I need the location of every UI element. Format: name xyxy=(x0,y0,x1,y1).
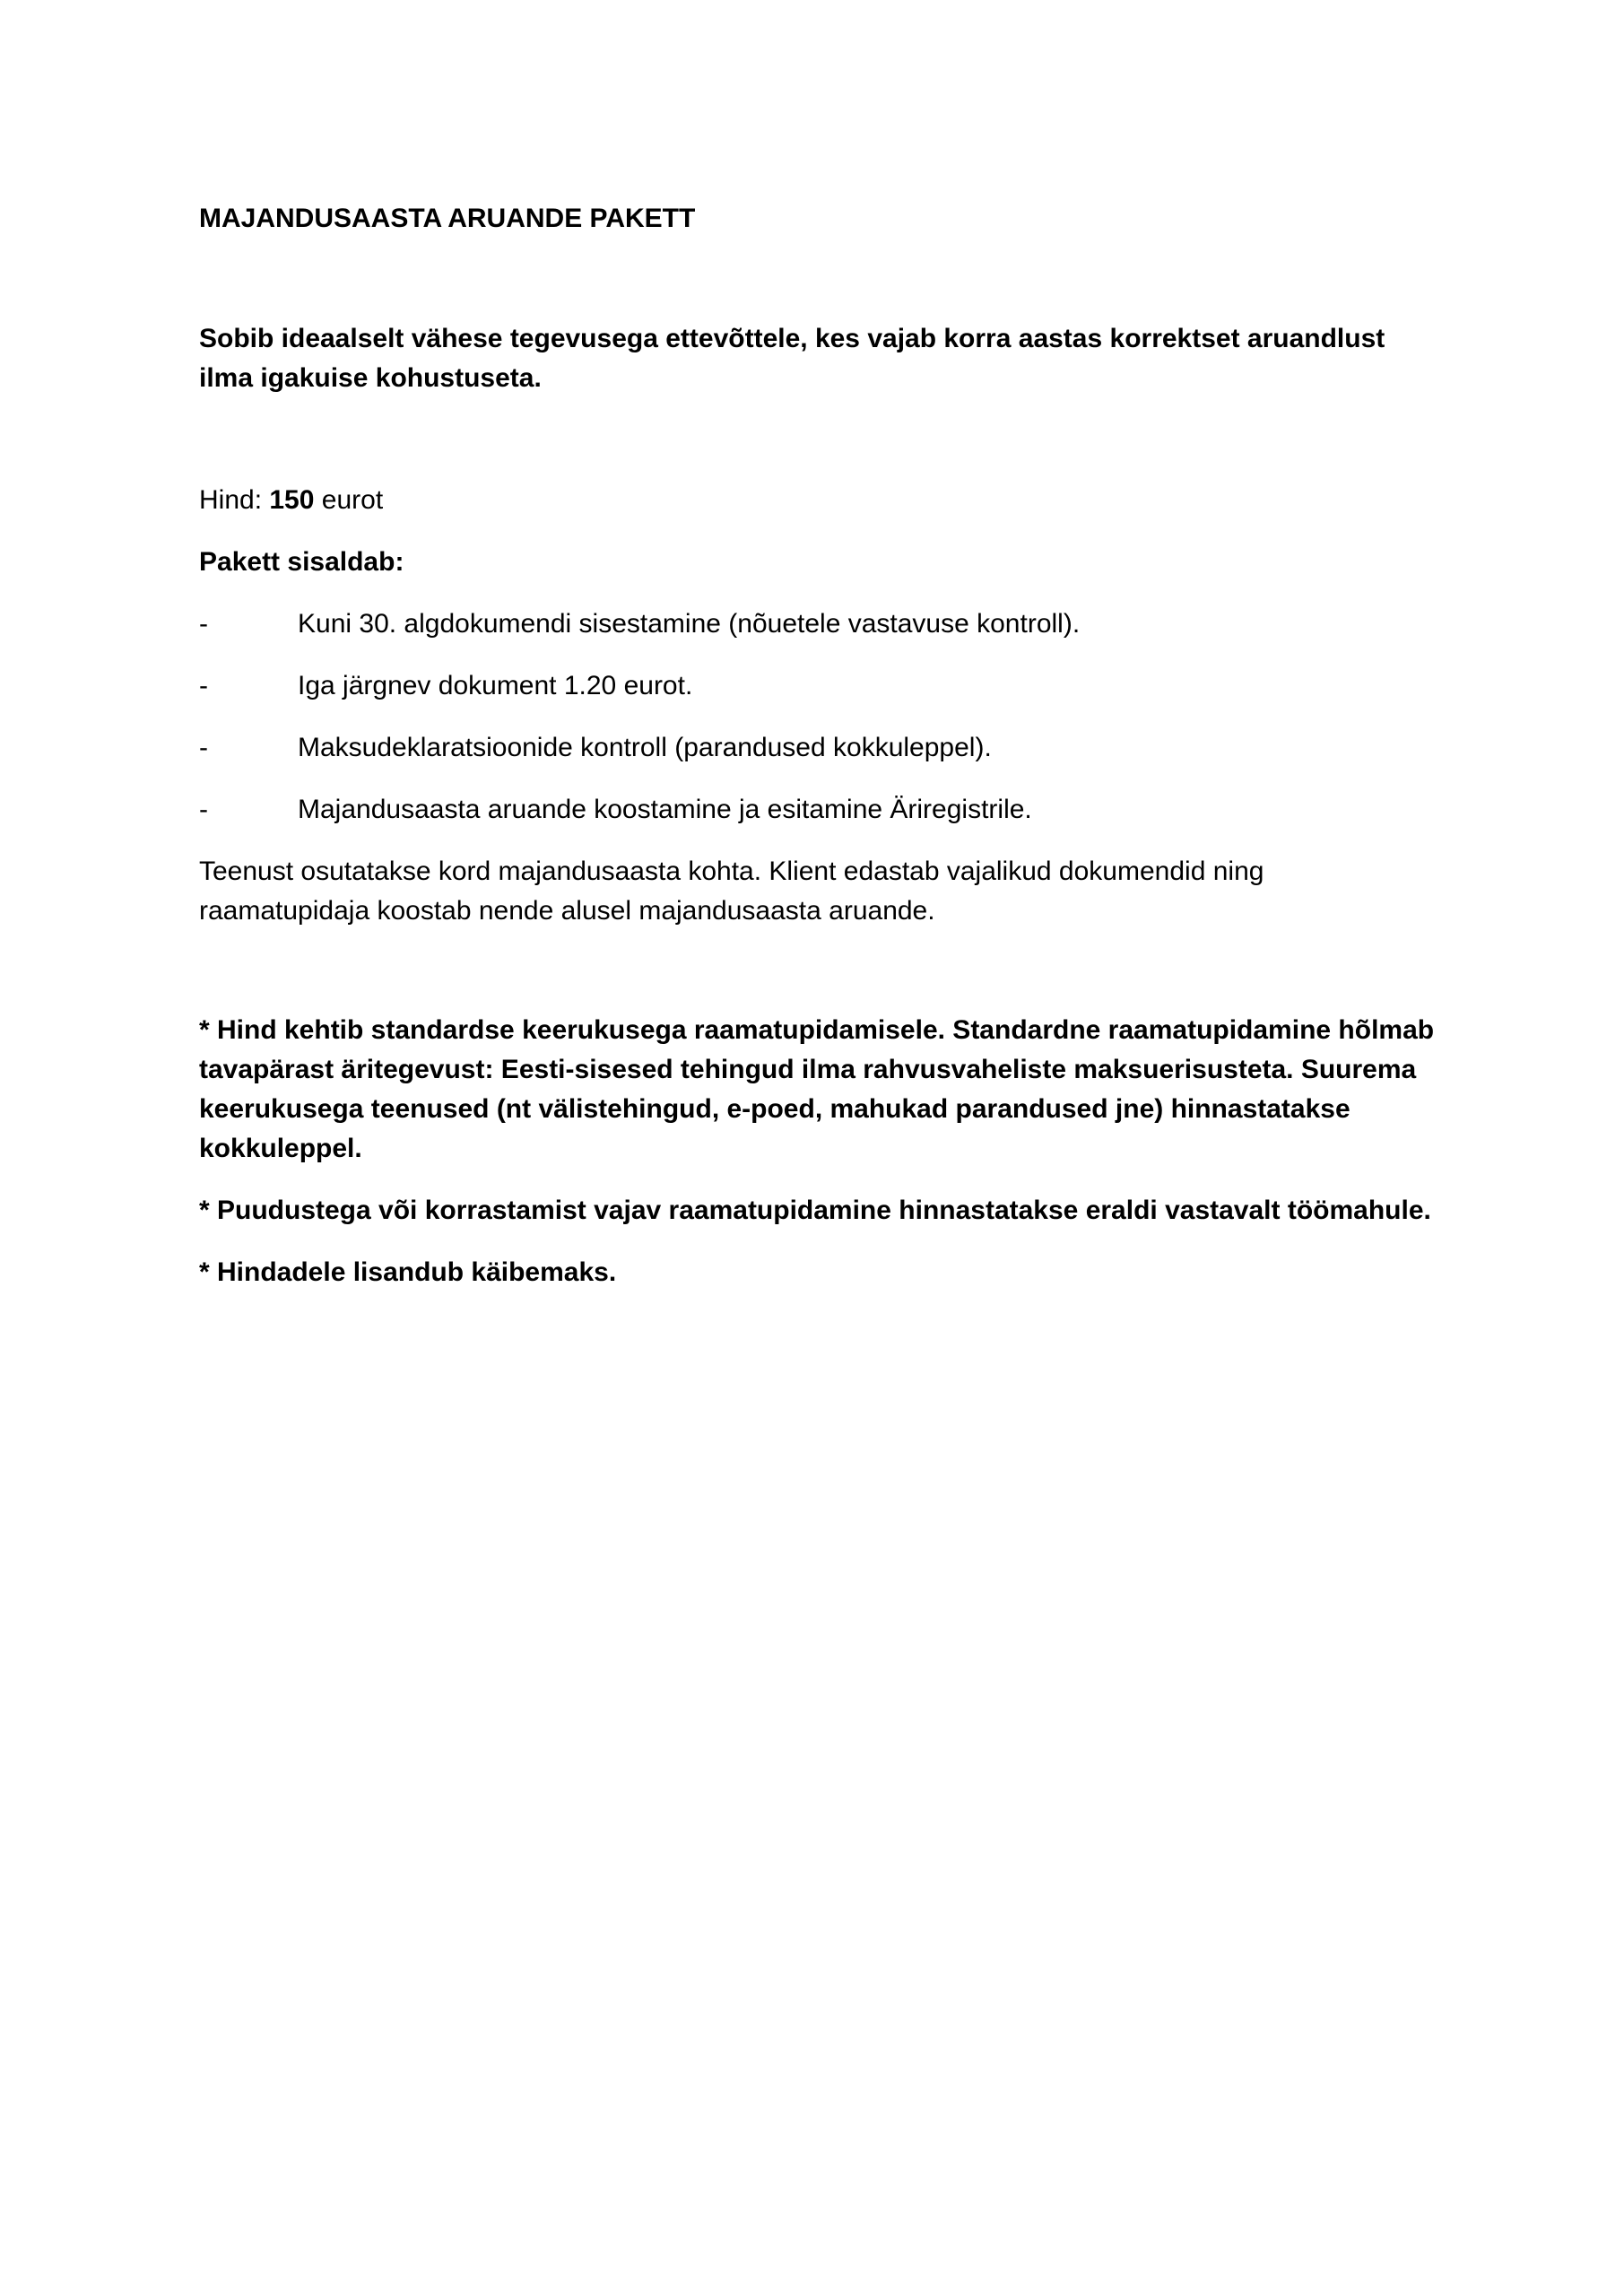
list-dash: - xyxy=(199,671,208,700)
package-items-list xyxy=(199,604,1437,852)
list-item xyxy=(199,666,1437,706)
footnote-vat: * Hindadele lisandub käibemaks. xyxy=(199,1257,617,1287)
list-dash: - xyxy=(199,795,208,824)
list-item-text: Maksudeklaratsioonide kontroll (parandused kokkuleppel). xyxy=(298,733,992,762)
footnote-complexity: * Hind kehtib standardse keerukusega raamatupidamisele. Standardne raamatupidamine hõlmab tavapärast äritegevust: Eesti-sisesed tehingud ilma rahvusvaheliste maksuerisusteta. Suurema keerukusega teenused (nt välistehingud, e-poed, mahukad parandused jne) hinnastatakse kokkuleppel. xyxy=(199,1015,1435,1163)
list-item xyxy=(199,790,1437,830)
service-description: Teenust osutatakse kord majandusaasta kohta. Klient edastab vajalikud dokumendid ning raamatupidaja koostab nende alusel majandusaasta aruande. xyxy=(199,857,1264,926)
document-title: MAJANDUSAASTA ARUANDE PAKETT xyxy=(199,204,696,233)
list-item xyxy=(199,728,1437,768)
price-amount: 150 xyxy=(269,485,315,515)
list-item-text: Majandusaasta aruande koostamine ja esitamine Äriregistrile. xyxy=(298,795,1032,824)
list-item xyxy=(199,604,1437,644)
price-label: Hind: xyxy=(199,485,270,515)
list-dash: - xyxy=(199,609,208,639)
list-dash: - xyxy=(199,733,208,762)
footnotes xyxy=(199,1011,1446,1315)
price-unit: eurot xyxy=(314,485,384,515)
intro-paragraph: Sobib ideaalselt vähese tegevusega ettevõttele, kes vajab korra aastas korrektset aruandlust ilma igakuise kohustuseta. xyxy=(199,324,1385,393)
list-item-text: Iga järgnev dokument 1.20 eurot. xyxy=(298,671,693,700)
list-item-text: Kuni 30. algdokumendi sisestamine (nõuetele vastavuse kontroll). xyxy=(298,609,1081,639)
includes-heading: Pakett sisaldab: xyxy=(199,547,404,577)
price-line xyxy=(199,481,383,520)
footnote-deficiencies: * Puudustega või korrastamist vajav raamatupidamine hinnastatakse eraldi vastavalt töömahule. xyxy=(199,1196,1431,1225)
